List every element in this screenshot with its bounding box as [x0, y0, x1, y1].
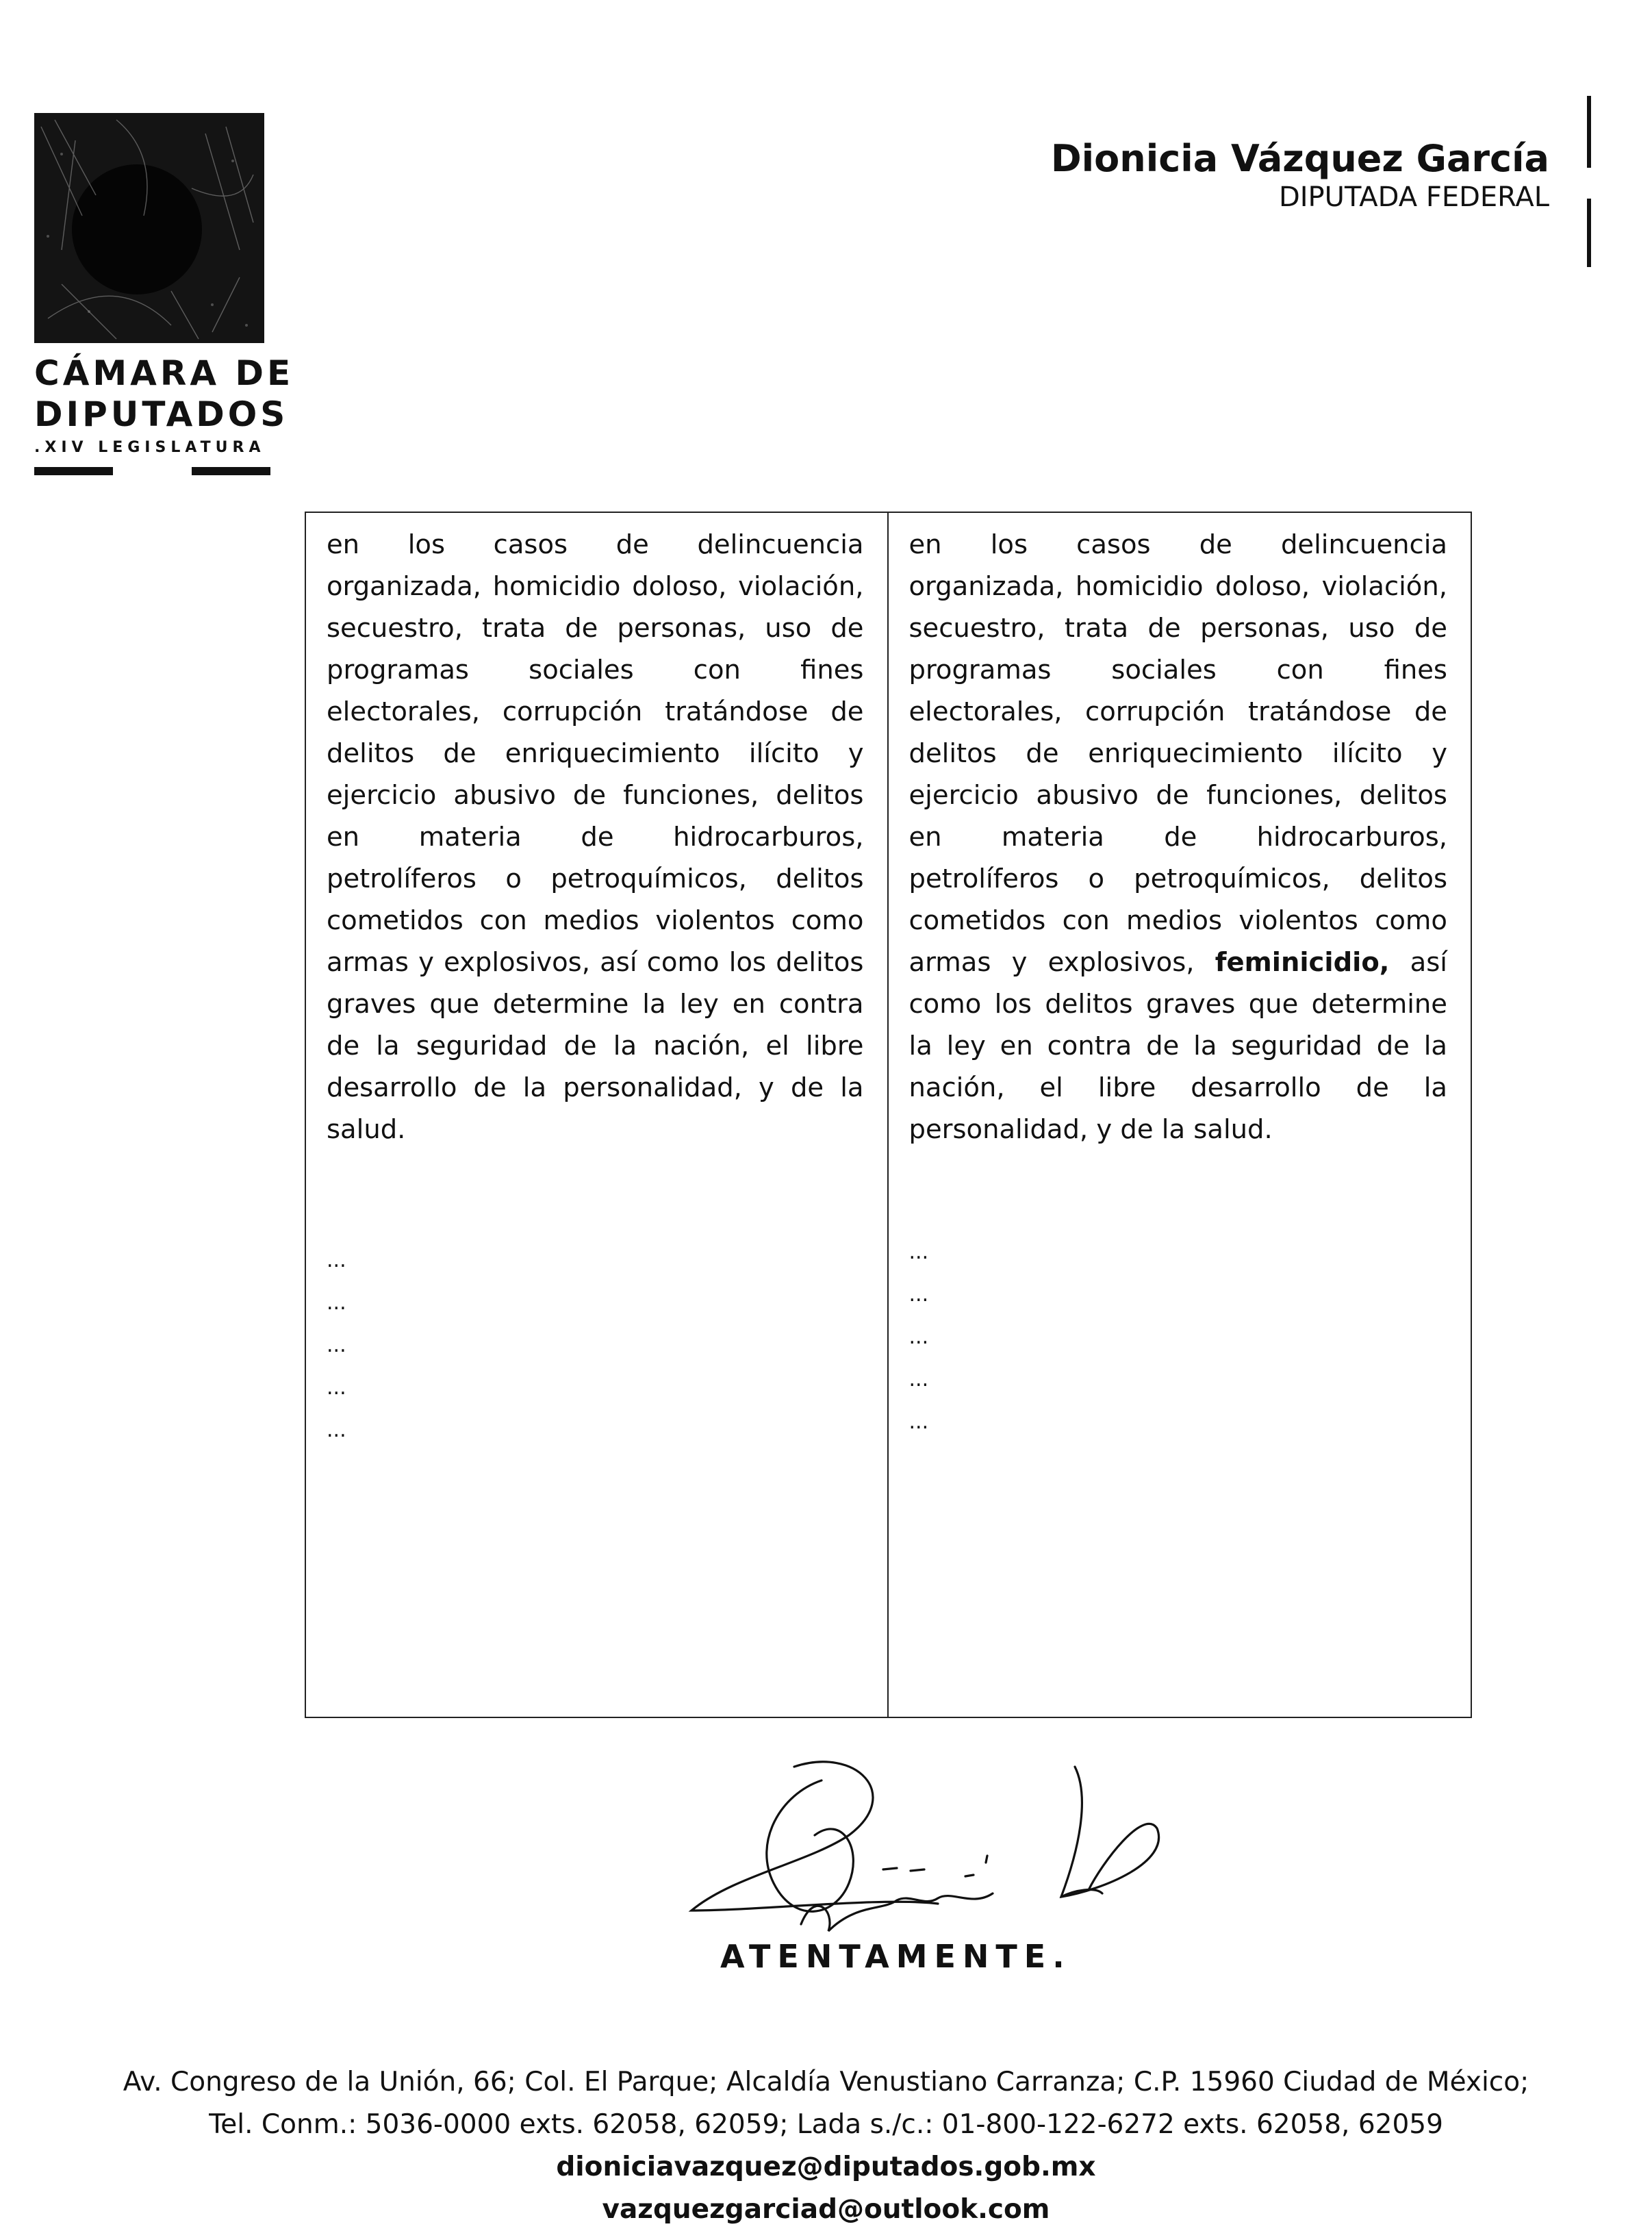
- ellipsis-item: ...: [327, 1333, 346, 1357]
- ellipsis-item: ...: [908, 1283, 929, 1307]
- footer-email-primary: dioniciavazquez@diputados.gob.mx: [556, 2152, 1096, 2182]
- footer-address: Av. Congreso de la Unión, 66; Col. El Parque; Alcaldía Venustiano Carranza; C.P. 15960 Ciudad de México;: [123, 2067, 1529, 2097]
- logo-text-line2: DIPUTADOS: [34, 394, 289, 434]
- current-text: en los casos de delincuencia organizada, homicidio doloso, violación, secuestro, trata de personas, uso de programas sociales con fines electorales, corrupción tratándose de delitos de enriquecimiento ilícito y ejercicio abusivo de funciones, delitos en materia de hidrocarburos, petrolíferos o petroquímicos, delitos cometidos con medios violentos como armas y explosivos, así como los delitos graves que determine la ley en contra de la seguridad de la nación, el libre desarrollo de la personalidad, y de la salud.: [327, 529, 864, 1145]
- edge-mark-top: [1587, 96, 1591, 168]
- ellipsis-item: ...: [327, 1291, 346, 1315]
- logo-text-line1: CÁMARA DE: [34, 353, 294, 393]
- ellipsis-item: ...: [327, 1248, 346, 1272]
- handwritten-signature: [678, 1753, 1171, 1958]
- table-column-proposed: [889, 513, 1471, 1717]
- logo-bars: [34, 467, 270, 477]
- ellipsis-list-right: [909, 1231, 1448, 1444]
- letterhead: [1051, 137, 1549, 213]
- logo-emblem: [34, 113, 264, 343]
- ellipsis-item: ...: [327, 1376, 346, 1400]
- deputy-role: DIPUTADA FEDERAL: [1278, 181, 1549, 213]
- deputy-name: Dionicia Vázquez García: [1050, 137, 1549, 180]
- ellipsis-item: ...: [908, 1240, 929, 1264]
- footer-phone: Tel. Conm.: 5036-0000 exts. 62058, 62059; Lada s./c.: 01-800-122-6272 exts. 62058, 62059: [209, 2109, 1443, 2140]
- proposed-text-after: así como los delitos graves que determine la ley en contra de la seguridad de la nación, el libre desarrollo de la personalidad, y de la salud.: [908, 947, 1447, 1145]
- proposed-text-highlight: feminicidio,: [1215, 947, 1390, 978]
- ellipsis-item: ...: [908, 1325, 929, 1349]
- footer-email-secondary: vazquezgarciad@outlook.com: [602, 2194, 1050, 2225]
- footer: [0, 2061, 1652, 2231]
- edge-mark-bottom: [1587, 199, 1591, 267]
- table-column-current: [306, 513, 889, 1717]
- proposed-text-before: en los casos de delincuencia organizada, homicidio doloso, violación, secuestro, trata de personas, uso de programas sociales con fines electorales, corrupción tratándose de delitos de enriquecimiento ilícito y ejercicio abusivo de funciones, delitos en materia de hidrocarburos, petrolíferos o petroquímicos, delitos cometidos con medios violentos como armas y explosivos,: [908, 529, 1447, 978]
- chamber-logo: [34, 113, 294, 477]
- logo-text-line3: .XIV LEGISLATURA: [34, 439, 266, 456]
- ellipsis-list-left: [327, 1239, 864, 1452]
- proposed-text: [909, 524, 1448, 1150]
- comparison-table: [305, 512, 1472, 1718]
- ellipsis-item: ...: [908, 1367, 929, 1391]
- closing-text: ATENTAMENTE.: [720, 1938, 1071, 1975]
- ellipsis-item: ...: [327, 1418, 346, 1442]
- ellipsis-item: ...: [908, 1410, 929, 1434]
